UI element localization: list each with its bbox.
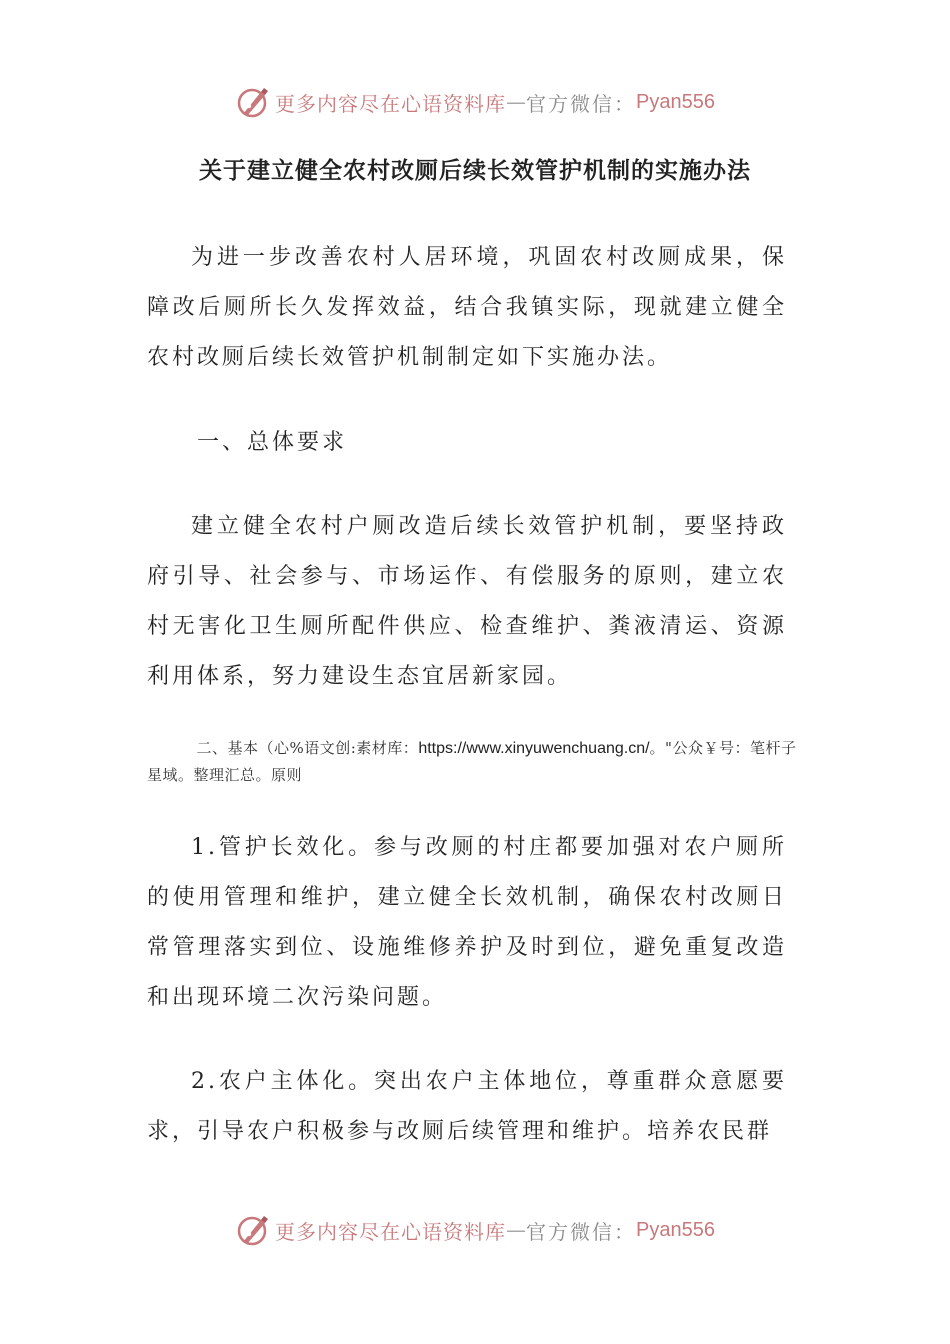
banner-wechat-label: 官方微信： [526,1219,637,1244]
document-title: 关于建立健全农村改厕后续长效管护机制的实施办法 [199,157,751,184]
item2-paragraph: 2.农户主体化。突出农户主体地位，尊重群众意愿要求，引导农户积极参与改厕后续管理和维护。培养农民群 [147,1069,787,1144]
banner-separator: — [506,1218,527,1242]
item1-paragraph: 1.管护长效化。参与改厕的村庄都要加强对农户厕所的使用管理和维护，建立健全长效机制，确保农村改厕日常管理落实到位、设施维修养护及时到位，避免重复改造和出现环境二次污染问题。 [147,835,787,1010]
banner-slogan: 更多内容尽在心语资料库 [275,1219,507,1244]
pen-circle-icon [235,84,271,120]
header-banner [0,82,950,122]
section2-suffix: 。"公众￥号：笔杆子星域。整理汇总。原则 [147,739,797,784]
section2-prefix: 二、基本（心%语文创:素材库： [196,739,419,757]
intro-paragraph: 为进一步改善农村人居环境，巩固农村改厕成果，保障改后厕所长久发挥效益，结合我镇实际，现就建立健全农村改厕后续长效管护机制制定如下实施办法。 [147,245,787,370]
source-url-link[interactable]: https://www.xinyuwenchuang.cn/ [418,740,650,757]
pen-circle-icon [235,1212,271,1248]
section2-heading [147,735,797,788]
section1-heading: 一、总体要求 [197,430,348,455]
banner-wechat-id: Pyan556 [636,1218,715,1241]
banner-wechat-label: 官方微信： [526,91,637,116]
footer-banner [0,1210,950,1250]
banner-separator: — [506,90,527,114]
section1-paragraph: 建立健全农村户厕改造后续长效管护机制，要坚持政府引导、社会参与、市场运作、有偿服务的原则，建立农村无害化卫生厕所配件供应、检查维护、粪液清运、资源利用体系，努力建设生态宜居新家园。 [147,514,787,689]
banner-wechat-id: Pyan556 [636,90,715,113]
banner-slogan: 更多内容尽在心语资料库 [275,91,507,116]
